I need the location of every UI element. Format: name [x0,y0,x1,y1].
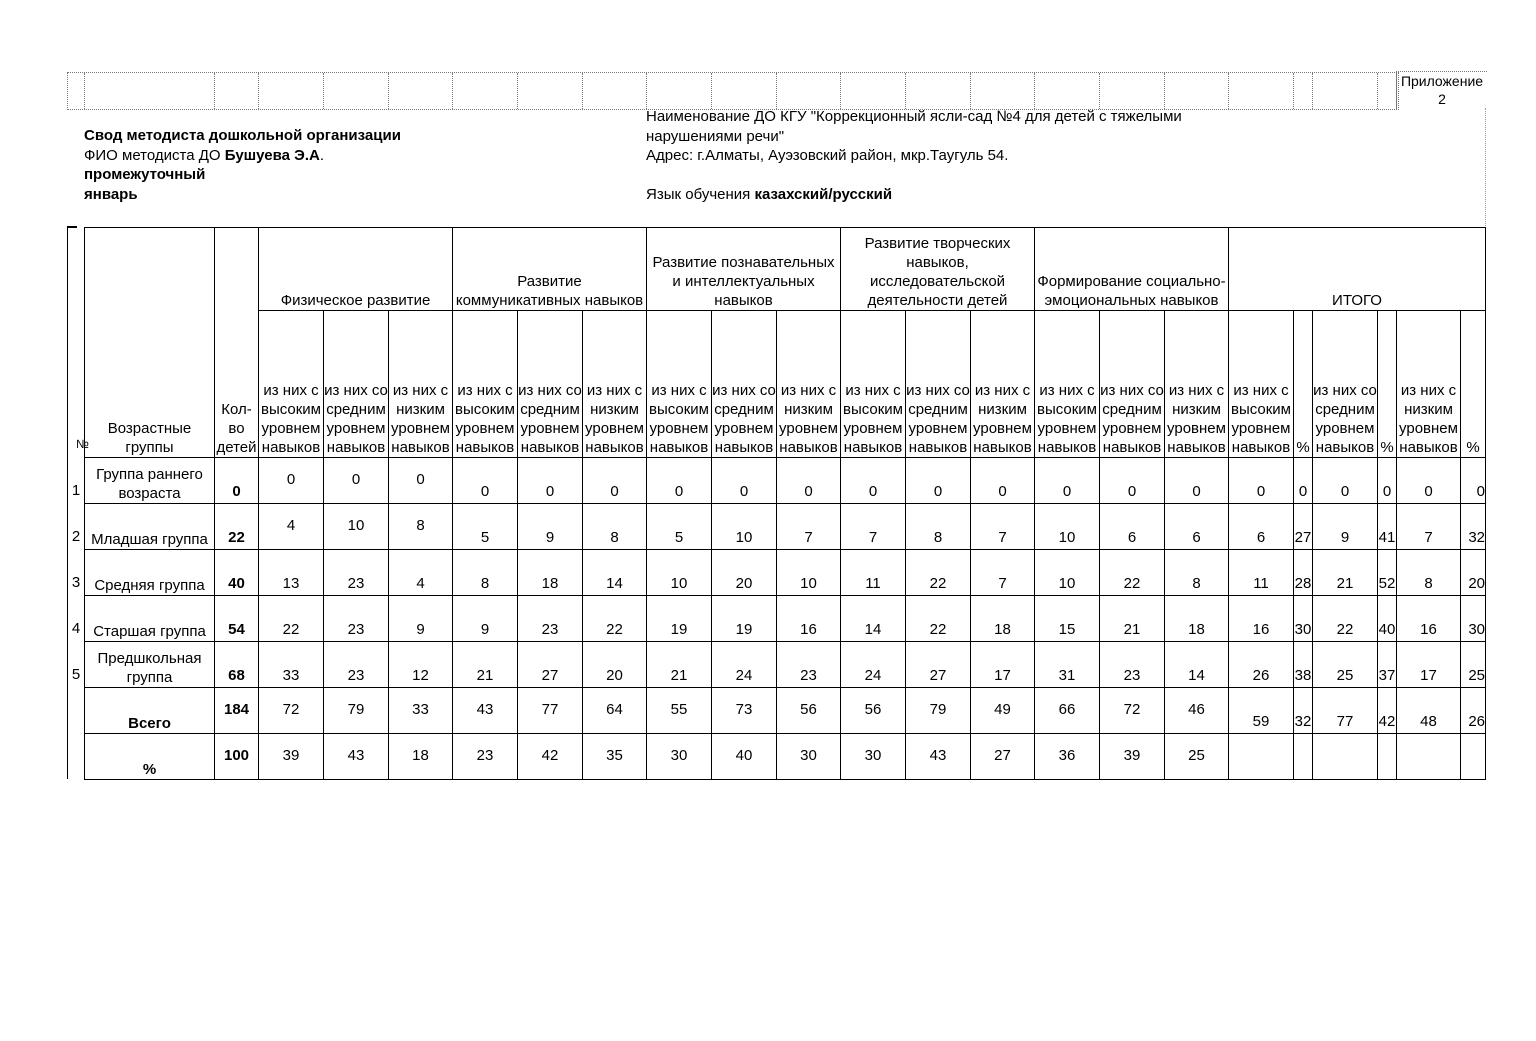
total-percent: 28 [1294,550,1313,596]
appendix-label: Приложение 2 [1396,71,1487,108]
cell-value: 55 [647,688,712,734]
month-label: январь [84,185,138,203]
cell-value: 27 [906,642,971,688]
sub-mid: из них со средним уровнем навыков [1313,311,1378,458]
sub-high: из них с высоким уровнем навыков [453,311,518,458]
methodist-line [84,146,604,166]
right-header [646,107,1266,205]
total-percent: 32 [1294,688,1313,734]
cell-value: 16 [777,596,841,642]
cell-value: 6 [1165,504,1229,550]
cell-value: 8 [1165,550,1229,596]
row-number: 5 [71,666,81,683]
cell-value: 10 [712,504,777,550]
cell-value: 22 [906,550,971,596]
cell-value: 33 [259,642,324,688]
sub-low: из них с низким уровнем навыков [389,311,453,458]
cell-value: 23 [324,596,389,642]
cell-value: 40 [712,734,777,780]
total-percent [1378,734,1397,780]
cell-value: 39 [1100,734,1165,780]
cell-value: 56 [777,688,841,734]
table-row [85,504,1486,550]
cell-value: 10 [1035,504,1100,550]
table-row [85,734,1486,780]
cell-value: 22 [259,596,324,642]
cell-value: 9 [518,504,583,550]
total-value: 8 [1397,550,1461,596]
report-title: Свод методиста дошкольной организации [84,127,401,144]
results-table [84,227,1486,780]
total-percent: 20 [1461,550,1486,596]
cell-value: 30 [647,734,712,780]
cell-value: 0 [777,458,841,504]
children-count: 54 [215,596,259,642]
cell-value: 11 [841,550,906,596]
table-body [85,458,1486,780]
group-physical: Физическое развитие [259,228,453,311]
cell-value: 77 [518,688,583,734]
cell-value: 10 [777,550,841,596]
table-row [85,550,1486,596]
sub-low: из них с низким уровнем навыков [1397,311,1461,458]
sub-low: из них с низким уровнем навыков [777,311,841,458]
cell-value: 79 [906,688,971,734]
total-value: 0 [1313,458,1378,504]
cell-value: 6 [1100,504,1165,550]
cell-value: 15 [1035,596,1100,642]
sub-header-row [85,311,1486,458]
children-count: 184 [215,688,259,734]
left-edge-line [67,227,68,779]
language-label: Язык обучения [646,186,751,203]
fio-suffix: . [319,146,325,164]
cell-value: 8 [583,504,647,550]
cell-value: 9 [389,596,453,642]
cell-value: 23 [777,642,841,688]
cell-value: 73 [712,688,777,734]
cell-value: 23 [518,596,583,642]
total-value: 11 [1229,550,1294,596]
cell-value: 0 [841,458,906,504]
cell-value: 8 [453,550,518,596]
cell-value: 5 [647,504,712,550]
total-value [1229,734,1294,780]
group-total: ИТОГО [1229,228,1486,311]
left-edge-tick [67,226,77,228]
children-count: 40 [215,550,259,596]
sub-mid: из них со средним уровнем навыков [712,311,777,458]
total-percent: 40 [1378,596,1397,642]
cell-value: 19 [712,596,777,642]
org-address: Адрес: г.Алматы, Ауэзовский район, мкр.Таугуль 54. [646,147,1009,164]
sub-low: из них с низким уровнем навыков [1165,311,1229,458]
cell-value: 66 [1035,688,1100,734]
cell-value: 39 [259,734,324,780]
cell-value: 27 [971,734,1035,780]
cell-value: 18 [1165,596,1229,642]
cell-value: 19 [647,596,712,642]
total-percent: 41 [1378,504,1397,550]
cell-value: 22 [906,596,971,642]
total-percent: 37 [1378,642,1397,688]
total-percent: 30 [1461,596,1486,642]
cell-value: 27 [518,642,583,688]
children-count: 22 [215,504,259,550]
cell-value: 18 [389,734,453,780]
cell-value: 43 [324,734,389,780]
age-group-name: Группа раннего возраста [85,458,215,504]
cell-value: 10 [324,504,389,550]
total-percent [1294,734,1313,780]
total-value: 26 [1229,642,1294,688]
total-value: 7 [1397,504,1461,550]
total-percent: 0 [1294,458,1313,504]
cell-value: 0 [1165,458,1229,504]
sub-high: из них с высоким уровнем навыков [1035,311,1100,458]
cell-value: 5 [453,504,518,550]
total-percent: 30 [1294,596,1313,642]
left-header [84,126,604,204]
group-cognitive: Развитие познавательных и интеллектуальных навыков [647,228,841,311]
total-percent: 52 [1378,550,1397,596]
sub-high: из них с высоким уровнем навыков [1229,311,1294,458]
cell-value: 72 [259,688,324,734]
total-percent: 42 [1378,688,1397,734]
total-percent: 0 [1378,458,1397,504]
sub-high: из них с высоким уровнем навыков [259,311,324,458]
cell-value: 46 [1165,688,1229,734]
cell-value: 23 [324,642,389,688]
cell-value: 30 [841,734,906,780]
total-value: 77 [1313,688,1378,734]
sub-high: из них с высоким уровнем навыков [841,311,906,458]
children-count-header: Кол-во детей [215,228,259,458]
sub-mid: из них со средним уровнем навыков [518,311,583,458]
group-social-emotional: Формирование социально-эмоциональных навыков [1035,228,1229,311]
age-group-header: Возрастные группы [85,228,215,458]
sub-pct: % [1294,311,1313,458]
age-group-name: Всего [85,688,215,734]
cell-value: 56 [841,688,906,734]
cell-value: 79 [324,688,389,734]
cell-value: 24 [841,642,906,688]
cell-value: 4 [259,504,324,550]
group-header-row [85,228,1486,311]
children-count: 68 [215,642,259,688]
print-header-strip [67,72,1399,110]
total-percent: 26 [1461,688,1486,734]
cell-value: 14 [583,550,647,596]
fio-label: ФИО методиста ДО [84,146,221,164]
total-percent: 27 [1294,504,1313,550]
cell-value: 12 [389,642,453,688]
row-number: 1 [71,482,81,499]
sub-low: из них с низким уровнем навыков [583,311,647,458]
total-value: 9 [1313,504,1378,550]
cell-value: 9 [453,596,518,642]
total-percent [1461,734,1486,780]
children-count: 0 [215,458,259,504]
cell-value: 24 [712,642,777,688]
total-value: 25 [1313,642,1378,688]
total-value: 16 [1229,596,1294,642]
total-value: 0 [1397,458,1461,504]
cell-value: 20 [712,550,777,596]
org-name-line1: Наименование ДО КГУ "Коррекционный ясли-сад №4 для детей с тяжелыми [646,108,1182,125]
cell-value: 20 [583,642,647,688]
cell-value: 21 [453,642,518,688]
age-group-name: Младшая группа [85,504,215,550]
sub-mid: из них со средним уровнем навыков [906,311,971,458]
cell-value: 4 [389,550,453,596]
cell-value: 23 [324,550,389,596]
cell-value: 0 [1100,458,1165,504]
cell-value: 0 [518,458,583,504]
table-row [85,688,1486,734]
row-number: 3 [71,574,81,591]
cell-value: 30 [777,734,841,780]
stage-label: промежуточный [84,166,206,183]
age-group-name: % [85,734,215,780]
sub-low: из них с низким уровнем навыков [971,311,1035,458]
right-dotted-border [1485,108,1486,228]
total-value [1397,734,1461,780]
cell-value: 72 [1100,688,1165,734]
cell-value: 31 [1035,642,1100,688]
total-percent: 32 [1461,504,1486,550]
cell-value: 22 [583,596,647,642]
total-value: 6 [1229,504,1294,550]
cell-value: 21 [1100,596,1165,642]
cell-value: 13 [259,550,324,596]
age-group-name: Старшая группа [85,596,215,642]
total-value: 59 [1229,688,1294,734]
cell-value: 10 [1035,550,1100,596]
cell-value: 43 [453,688,518,734]
cell-value: 7 [777,504,841,550]
cell-value: 14 [841,596,906,642]
group-creative: Развитие творческих навыков, исследовательской деятельности детей [841,228,1035,311]
row-number: 2 [71,528,81,545]
cell-value: 25 [1165,734,1229,780]
cell-value: 21 [647,642,712,688]
sub-pct: % [1461,311,1486,458]
age-group-name: Предшкольная группа [85,642,215,688]
cell-value: 33 [389,688,453,734]
cell-value: 0 [712,458,777,504]
language-line [646,185,1266,205]
language-value: казахский/русский [754,186,893,203]
cell-value: 43 [906,734,971,780]
cell-value: 14 [1165,642,1229,688]
cell-value: 42 [518,734,583,780]
total-value: 21 [1313,550,1378,596]
total-value [1313,734,1378,780]
cell-value: 0 [453,458,518,504]
total-value: 17 [1397,642,1461,688]
total-percent: 0 [1461,458,1486,504]
row-number: 4 [71,620,81,637]
cell-value: 23 [453,734,518,780]
total-percent: 38 [1294,642,1313,688]
total-value: 0 [1229,458,1294,504]
cell-value: 18 [518,550,583,596]
cell-value: 36 [1035,734,1100,780]
table-row [85,642,1486,688]
sub-mid: из них со средним уровнем навыков [324,311,389,458]
children-count: 100 [215,734,259,780]
cell-value: 8 [389,504,453,550]
cell-value: 7 [971,504,1035,550]
total-value: 16 [1397,596,1461,642]
cell-value: 0 [971,458,1035,504]
row-number-header: № [76,437,89,451]
cell-value: 7 [971,550,1035,596]
total-value: 48 [1397,688,1461,734]
cell-value: 18 [971,596,1035,642]
cell-value: 0 [389,458,453,504]
cell-value: 23 [1100,642,1165,688]
table-row [85,596,1486,642]
fio-value: Бушуева Э.А [224,146,320,164]
cell-value: 0 [583,458,647,504]
total-percent: 25 [1461,642,1486,688]
cell-value: 10 [647,550,712,596]
cell-value: 7 [841,504,906,550]
cell-value: 22 [1100,550,1165,596]
cell-value: 64 [583,688,647,734]
table-row [85,458,1486,504]
cell-value: 0 [259,458,324,504]
group-communication: Развитие коммуникативных навыков [453,228,647,311]
cell-value: 17 [971,642,1035,688]
org-name-line2: нарушениями речи" [646,127,785,145]
cell-value: 0 [647,458,712,504]
cell-value: 0 [906,458,971,504]
cell-value: 49 [971,688,1035,734]
sub-high: из них с высоким уровнем навыков [647,311,712,458]
sub-mid: из них со средним уровнем навыков [1100,311,1165,458]
sub-pct: % [1378,311,1397,458]
total-value: 22 [1313,596,1378,642]
age-group-name: Средняя группа [85,550,215,596]
cell-value: 8 [906,504,971,550]
cell-value: 0 [1035,458,1100,504]
cell-value: 35 [583,734,647,780]
cell-value: 0 [324,458,389,504]
